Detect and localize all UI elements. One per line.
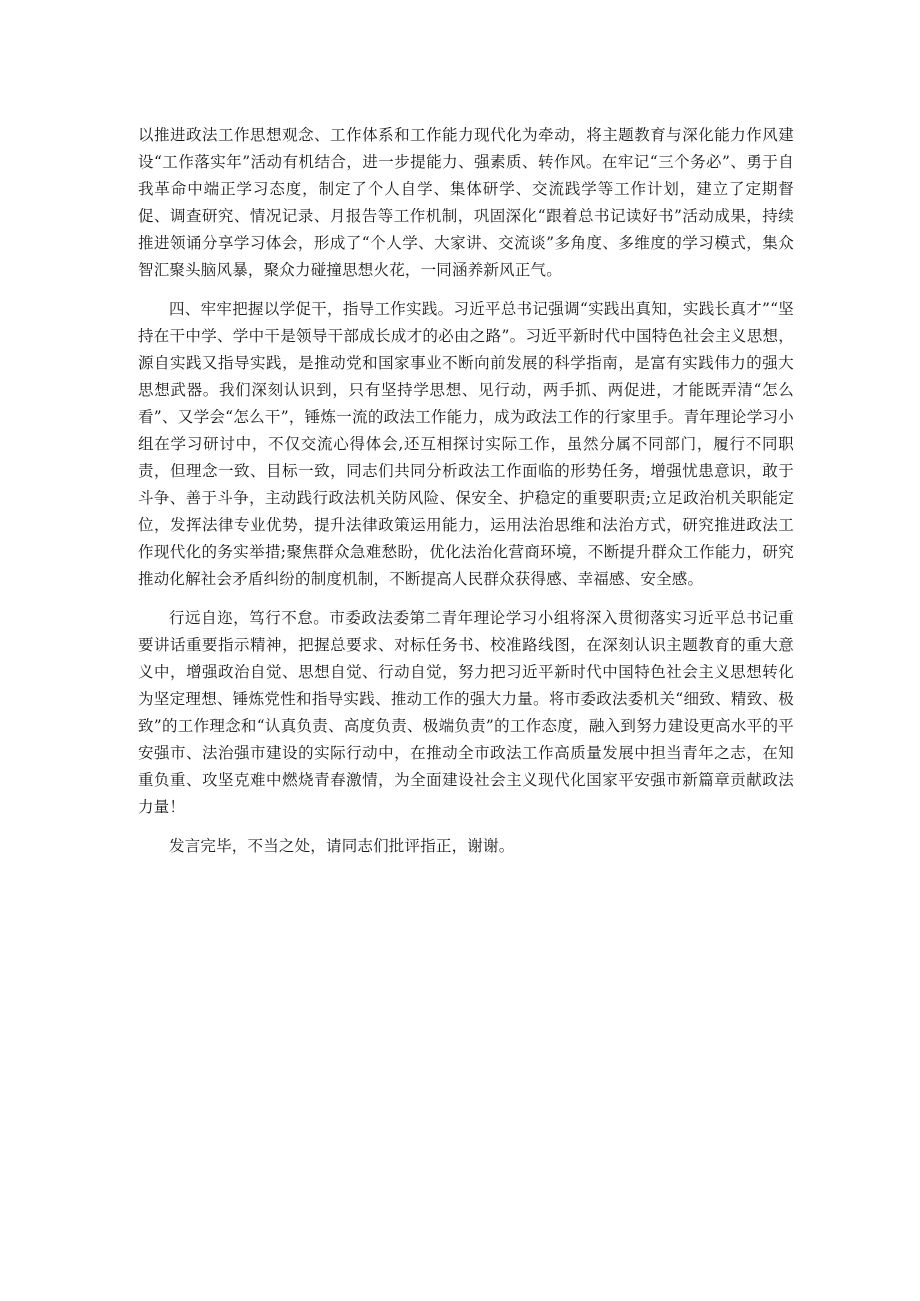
paragraph-practice-section: 四、牢牢把握以学促干，指导工作实践。习近平总书记强调“实践出真知，实践长真才”“坚持在干中学、学中干是领导干部成长成才的必由之路”。习近平新时代中国特色社会主义思想，源自实践又指导实践，是推动党和国家事业不断向前发展的科学指南，是富有实践伟力的强大思想武器。我们深刻认识到，只有坚持学思想、见行动，两手抓、两促进，才能既弄清“怎么看”、又学会“怎么干”，锤炼一流的政法工作能力，成为政法工作的行家里手。青年理论学习小组在学习研讨中，不仅交流心得体会,还互相探讨实际工作，虽然分属不同部门，履行不同职责，但理念一致、目标一致，同志们共同分析政法工作面临的形势任务，增强忧患意识，敢于斗争、善于斗争，主动践行政法机关防风险、保安全、护稳定的重要职责;立足政治机关职能定位，发挥法律专业优势，提升法律政策运用能力，运用法治思维和法治方式，研究推进政法工作现代化的务实举措;聚焦群众急难愁盼，优化法治化营商环境，不断提升群众工作能力，研究推动化解社会矛盾纠纷的制度机制，不断提高人民群众获得感、幸福感、安全感。 <box>138 300 794 588</box>
paragraph-conclusion: 行远自迩，笃行不怠。市委政法委第二青年理论学习小组将深入贯彻落实习近平总书记重要讲话重要指示精神，把握总要求、对标任务书、校准路线图，在深刻认识主题教育的重大意义中，增强政治自觉、思想自觉、行动自觉，努力把习近平新时代中国特色社会主义思想转化为坚定理想、锤炼党性和指导实践、推动工作的强大力量。将市委政法委机关“细致、精致、极致”的工作理念和“认真负责、高度负责、极端负责”的工作态度，融入到努力建设更高水平的平安强市、法治强市建设的实际行动中，在推动全市政法工作高质量发展中担当青年之志，在知重负重、攻坚克难中燃烧青春激情，为全面建设社会主义现代化国家平安强市新篇章贡献政法力量！ <box>138 609 794 816</box>
paragraph-closing-remark: 发言完毕，不当之处，请同志们批评指正，谢谢。 <box>169 837 515 855</box>
document-body <box>138 122 794 872</box>
paragraph-learning-mode: 以推进政法工作思想观念、工作体系和工作能力现代化为牵动，将主题教育与深化能力作风建设“工作落实年”活动有机结合，进一步提能力、强素质、转作风。在牢记“三个务必”、勇于自我革命中端正学习态度，制定了个人自学、集体研学、交流践学等工作计划，建立了定期督促、调查研究、情况记录、月报告等工作机制，巩固深化“跟着总书记读好书”活动成果，持续推进领诵分享学习体会，形成了“个人学、大家讲、交流谈”多角度、多维度的学习模式，集众智汇聚头脑风暴，聚众力碰撞思想火花，一同涵养新风正气。 <box>138 126 794 279</box>
